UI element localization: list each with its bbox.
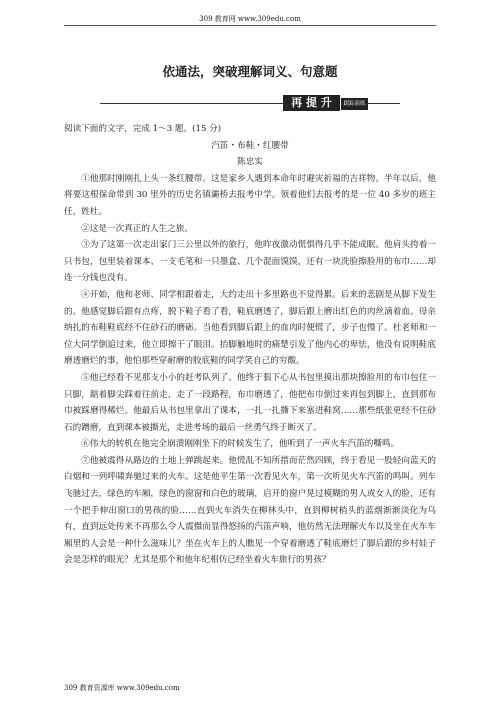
paragraph-5: ⑤他已经看不见那支小小的赶考队列了。他终于狠下心从书包里摸出那块擦脸用的布巾包住一只脚，踮着脚尖踩着往前走，走了一段路程，布巾磨透了，他把布巾倒过来再包到脚上，直到那布巾被踩磨得稀烂。他最后从书包里拿出了课本，一扎一扎撕下来塞进鞋窝……那些纸张更经不住砂石的蹭磨，直到课本被撕光，走进考场的最后一丝勇气终于断灭了。 (64, 372, 436, 433)
paragraph-1: ①他那时刚刚扎上头一条红腰带。这是家乡人遇到本命年时避灾祈福的吉祥物。半年以后，他将要这根保命带到 30 里外的历史名镇灞桥去报考中学。领着他们去报考的是一位 40 多岁的班主任，姓杜。 (64, 173, 436, 217)
paragraph-4: ④开始，他和老师、同学相跟着走，大约走出十多里路也不觉得累。后来的悲剧是从脚下发生的。他感觉脚后跟有点疼，脱下鞋子看了看，鞋底磨透了，脚后跟上磨出红色的肉丝滴着血。母亲纳扎的布鞋鞋底经不住砂石的磨砺。当他看到脚后跟上的血肉时便慌了，步子也慢了。杜老师和一位大同学倒追过来，他立即擦干了眼泪。抬脚触地时的痛楚引发了他内心的卑怯，他没有说明鞋底磨透磨烂的事，他怕那些穿耐磨的胶底鞋的同学笑自己的穷酸。 (64, 289, 436, 367)
paragraph-6: ⑥伟大的转机在他完全崩溃刚刚坐下的时候发生了，他听到了一声火车汽笛的嘶鸣。 (81, 439, 400, 450)
banner-tag (283, 94, 368, 112)
page-header: 309 教育网 www.309edu.com (199, 15, 301, 23)
page-title: 依通法，突破理解词义、句意题 (162, 64, 338, 79)
section-banner (100, 94, 400, 112)
paragraph-3: ③为了这第一次走出家门三公里以外的旅行，他昨夜激动慌惧得几乎不能成眠。他肩头挎着一只书包，包里装着课本、一支毛笔和一只墨盒、几个混面馍馍，还有一块洗脸擦脸用的布巾……却连一分钱也没有。 (64, 240, 436, 284)
paragraph-7: ⑦他被震得从路边的土地上弹跳起来。他慌乱不知所措而茫然四顾，终于看见一股轻向蓝天的白烟和一列呼啸奔驰过来的火车。这是他平生第一次看见火车，第一次听见火车汽笛的鸣叫。列车飞驰过去，绿色的车厢，绿色的窗窗和白色的玻璃，启开的窗户晃过模糊的男人或女人的脸，还有一个把手伸出窗口的男孩的脸……直到火车消失在柳林头中，直到柳树梢头的蓝烟渐渐淡化为乌有，直到远处传来不再那么令人震慑而显得悠扬的汽笛声响，他仿然无法理解火车以及坐在火车车厢里的人会是一种什么滋味儿？坐在火车上的人瞧见一个穿着磨透了鞋底磨烂了脚后跟的乡村娃子会是怎样的眼光？尤其是那个和他年纪相仿已经坐着火车旅行的男孩？ (64, 455, 436, 566)
passage (64, 121, 436, 569)
banner-main-label: 再 提 升 (283, 95, 340, 111)
instruction-text: 阅读下面的文字，完成 1～3 题。(15 分) (64, 124, 222, 134)
page-footer: 309 教育资源库 www.309edu.com (64, 684, 180, 692)
paragraph-2: ②这是一次真正的人生之旅。 (81, 223, 193, 234)
banner-sub-label: 跟踪演练 (341, 98, 368, 110)
header-rule (64, 25, 436, 26)
story-author: 陈忠实 (237, 157, 263, 168)
story-title: 汽笛・布鞋・红腰带 (211, 140, 289, 151)
